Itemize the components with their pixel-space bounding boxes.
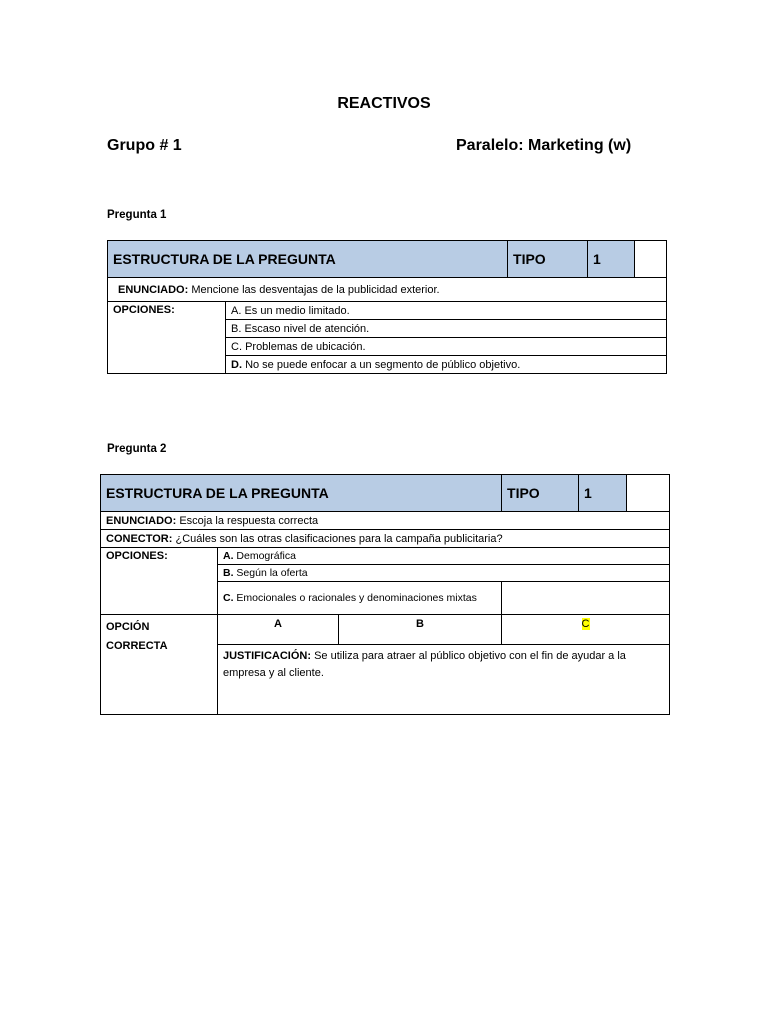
answer-b: B — [339, 615, 502, 645]
enunciado-label: ENUNCIADO: — [106, 514, 177, 527]
justificacion-text: Se utiliza para atraer al público objetivo con el fin de ayudar a la empresa y al cliente. — [223, 650, 626, 679]
option-letter: A. — [231, 304, 242, 317]
question-2-table — [100, 474, 670, 715]
question-1-table — [107, 240, 667, 374]
enunciado-row — [101, 512, 670, 530]
empty-cell — [627, 475, 670, 512]
option-letter: B. — [231, 322, 242, 335]
tipo-header: TIPO — [502, 475, 579, 512]
enunciado-text: Escoja la respuesta correcta — [179, 514, 319, 527]
option-letter: C. — [223, 591, 234, 604]
conector-row — [101, 530, 670, 548]
option-text: Emocionales o racionales y denominaciones mixtas — [236, 591, 477, 604]
option-letter: C. — [231, 340, 242, 353]
option-text: Problemas de ubicación. — [245, 340, 366, 353]
conector-label: CONECTOR: — [106, 532, 173, 545]
option-text: No se puede enfocar a un segmento de público objetivo. — [245, 358, 521, 371]
option-text: Escaso nivel de atención. — [244, 322, 370, 335]
empty-cell — [502, 582, 670, 615]
question-1-header-row — [108, 241, 667, 278]
tipo-value: 1 — [588, 241, 635, 278]
option-letter: A. — [223, 550, 234, 562]
conector-text: ¿Cuáles son las otras clasificaciones para la campaña publicitaria? — [175, 532, 503, 545]
estructura-header: ESTRUCTURA DE LA PREGUNTA — [101, 475, 502, 512]
answer-row — [101, 615, 670, 645]
tipo-value: 1 — [579, 475, 627, 512]
option-text: Según la oferta — [236, 567, 308, 579]
opciones-label: OPCIONES: — [101, 548, 218, 615]
enunciado-row — [108, 278, 667, 302]
option-letter: B. — [223, 567, 234, 579]
paralelo-heading: Paralelo: Marketing (w) — [456, 137, 632, 154]
option-row — [101, 548, 670, 565]
opciones-label: OPCIONES: — [108, 302, 226, 374]
option-text: Demográfica — [236, 550, 296, 562]
question-2-label: Pregunta 2 — [107, 443, 167, 455]
option-row — [108, 302, 667, 320]
enunciado-label: ENUNCIADO: — [118, 283, 189, 296]
question-1-label: Pregunta 1 — [107, 209, 167, 221]
question-2-header-row — [101, 475, 670, 512]
empty-cell — [635, 241, 667, 278]
answer-c-highlighted: C — [581, 618, 590, 630]
opcion-correcta-label: OPCIÓN CORRECTA — [101, 615, 218, 715]
justificacion-label: JUSTIFICACIÓN: — [223, 650, 311, 662]
option-letter: D. — [231, 358, 242, 371]
enunciado-text: Mencione las desventajas de la publicidad exterior. — [191, 283, 440, 296]
document-title: REACTIVOS — [337, 95, 431, 112]
tipo-header: TIPO — [508, 241, 588, 278]
estructura-header: ESTRUCTURA DE LA PREGUNTA — [108, 241, 508, 278]
answer-a: A — [218, 615, 339, 645]
grupo-heading: Grupo # 1 — [107, 137, 182, 154]
option-text: Es un medio limitado. — [244, 304, 350, 317]
